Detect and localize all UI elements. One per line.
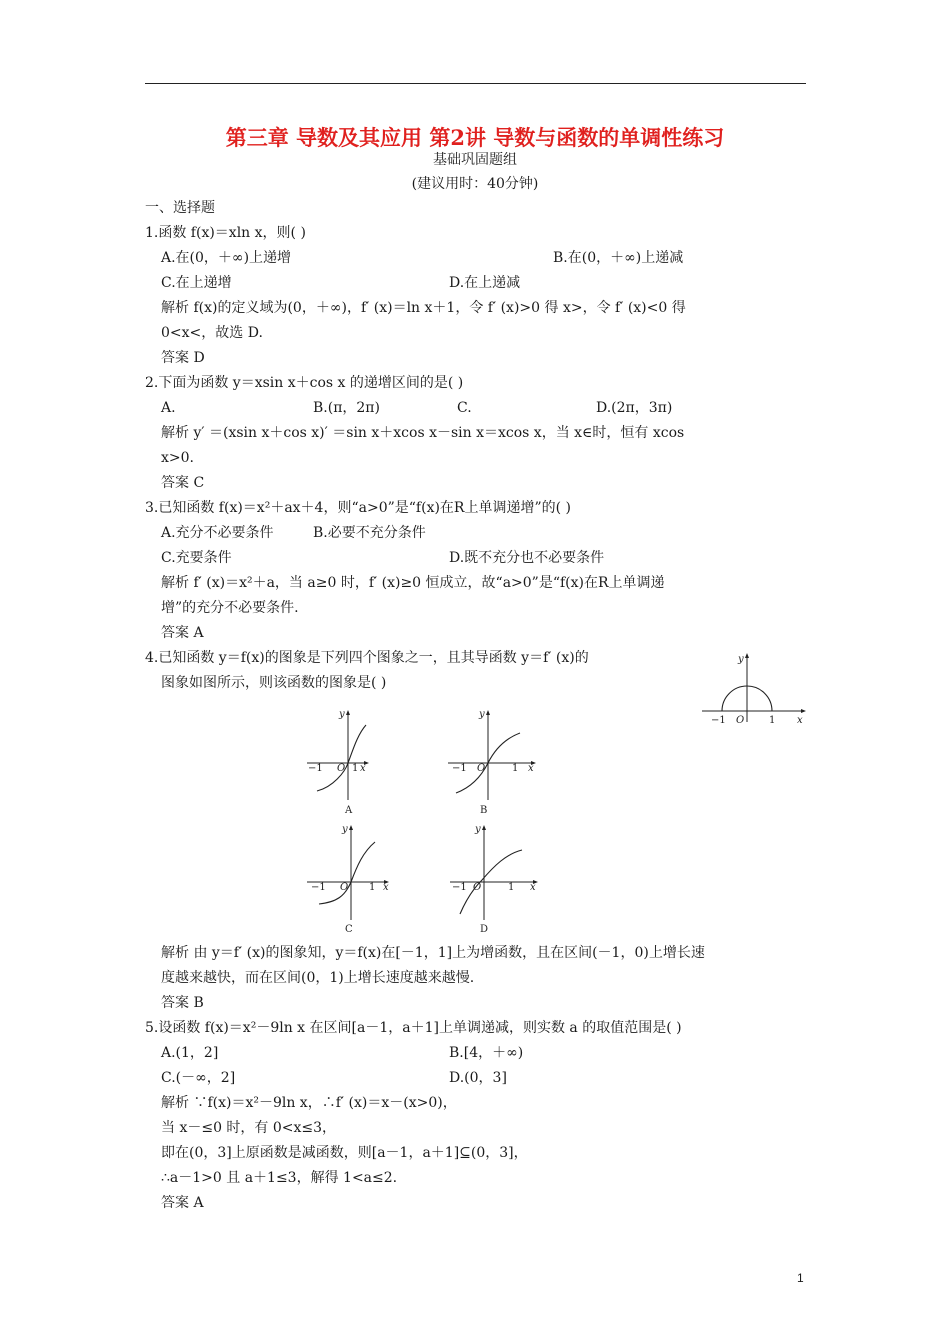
axis-label-y: y [738, 654, 744, 665]
q5-stem: 5.设函数 f(x)＝x²－9ln x 在区间[a－1，a＋1]上单调递减，则实数 a 的取值范围是( ) [145, 1020, 682, 1036]
subtitle: 基础巩固题组 [433, 152, 517, 168]
q1-answer: 答案 D [161, 350, 205, 366]
axis-label-x: x [528, 763, 534, 774]
derivative-graph [700, 648, 810, 726]
page-title: 第三章 导数及其应用 第2讲 导数与函数的单调性练习 [225, 125, 725, 150]
option-graph-a [305, 705, 385, 817]
q1-analysis: 解析 f(x)的定义域为(0，＋∞)，f′ (x)＝ln x＋1，令 f′ (x)>0 得 x>，令 f′ (x)<0 得 [161, 300, 686, 316]
tick-label-neg1: −1 [308, 763, 323, 774]
q3-option-c: C.充要条件 [161, 550, 232, 566]
tick-label-neg1: −1 [452, 882, 467, 893]
q2-stem: 2.下面为函数 y＝xsin x＋cos x 的递增区间的是( ) [145, 375, 464, 391]
q1-option-a: A.在(0，＋∞)上递增 [161, 250, 292, 266]
q2-option-b: B.(π，2π) [313, 400, 380, 416]
origin-label: O [477, 763, 486, 774]
axis-label-y: y [475, 824, 481, 835]
q5-option-a: A.(1，2] [161, 1045, 219, 1061]
q1-option-b: B.在(0，＋∞)上递减 [553, 250, 684, 266]
section-heading: 一、选择题 [145, 200, 215, 216]
tick-label-pos1: 1 [369, 882, 376, 893]
q2-analysis: 解析 y′ ＝(xsin x＋cos x)′ ＝sin x＋xcos x－sin x＝xcos x，当 x∈时，恒有 xcos [161, 425, 685, 441]
tick-label-neg1: −1 [452, 763, 467, 774]
tick-label-pos1: 1 [512, 763, 519, 774]
option-graph-d [440, 820, 546, 935]
q4-analysis-cont: 度越来越快，而在区间(0，1)上增长速度越来越慢. [161, 970, 475, 986]
q4-stem-cont: 图象如图所示，则该函数的图象是( ) [161, 675, 387, 691]
origin-label: O [337, 763, 346, 774]
tick-label-pos1: 1 [508, 882, 515, 893]
axis-label-y: y [339, 709, 345, 720]
q4-stem: 4.已知函数 y＝f(x)的图象是下列四个图象之一，且其导函数 y＝f′ (x)的 [145, 650, 589, 666]
header-rule [145, 83, 806, 84]
option-label-d: D [480, 924, 489, 935]
q4-analysis: 解析 由 y＝f′ (x)的图象知，y＝f(x)在[－1，1]上为增函数，且在区间(－1，0)上增长速 [161, 945, 705, 961]
axis-label-x: x [530, 882, 536, 893]
option-label-a: A [345, 805, 353, 816]
q5-analysis-line3: 即在(0，3]上原函数是减函数，则[a－1，a＋1]⊆(0，3]， [161, 1145, 528, 1161]
q5-option-c: C.(－∞，2] [161, 1070, 236, 1086]
time-note: (建议用时：40分钟) [411, 176, 539, 192]
origin-label: O [340, 882, 349, 893]
q2-answer: 答案 C [161, 475, 205, 491]
tick-label-pos1: 1 [769, 715, 776, 726]
q3-option-a: A.充分不必要条件 [161, 525, 274, 541]
tick-label-pos1: 1 [352, 763, 359, 774]
option-graph-b [440, 705, 546, 817]
q5-analysis-line2: 当 x－≤0 时，有 0<x≤3， [161, 1120, 337, 1136]
q5-analysis: 解析 ∵f(x)＝x²－9ln x，∴f′ (x)＝x－(x>0)， [161, 1095, 457, 1111]
axis-label-x: x [360, 763, 366, 774]
q3-option-d: D.既不充分也不必要条件 [449, 550, 605, 566]
tick-label-neg1: −1 [311, 882, 326, 893]
q3-analysis-cont: 增”的充分不必要条件. [161, 600, 299, 616]
page-number: 1 [797, 1271, 804, 1285]
axis-label-x: x [797, 715, 803, 726]
q4-answer: 答案 B [161, 995, 204, 1011]
option-label-b: B [480, 805, 488, 816]
q2-option-c: C. [457, 400, 472, 416]
option-graph-c [305, 820, 395, 935]
q2-analysis-cont: x>0. [161, 450, 194, 466]
axis-label-y: y [342, 824, 348, 835]
q3-stem: 3.已知函数 f(x)＝x²＋ax＋4，则“a>0”是“f(x)在R上单调递增”的( ) [145, 500, 571, 516]
axis-label-x: x [383, 882, 389, 893]
q1-stem: 1.函数 f(x)＝xln x，则( ) [145, 225, 306, 241]
q3-answer: 答案 A [161, 625, 204, 641]
q2-option-d: D.(2π，3π) [596, 400, 673, 416]
q1-analysis-cont: 0<x<，故选 D. [161, 325, 263, 341]
tick-label-neg1: −1 [711, 715, 726, 726]
q5-answer: 答案 A [161, 1195, 204, 1211]
axis-label-y: y [479, 709, 485, 720]
q5-option-d: D.(0，3] [449, 1070, 507, 1086]
q3-analysis: 解析 f′ (x)＝x²＋a，当 a≥0 时，f′ (x)≥0 恒成立，故“a>0”是“f(x)在R上单调递 [161, 575, 665, 591]
q5-option-b: B.[4，＋∞) [449, 1045, 524, 1061]
origin-label: O [736, 715, 745, 726]
origin-label: O [473, 882, 482, 893]
q3-option-b: B.必要不充分条件 [313, 525, 426, 541]
q2-option-a: A. [161, 400, 176, 416]
q1-option-c: C.在上递增 [161, 275, 232, 291]
q5-analysis-line4: ∴a－1>0 且 a＋1≤3，解得 1<a≤2. [161, 1170, 398, 1186]
q1-option-d: D.在上递减 [449, 275, 521, 291]
option-label-c: C [345, 924, 353, 935]
